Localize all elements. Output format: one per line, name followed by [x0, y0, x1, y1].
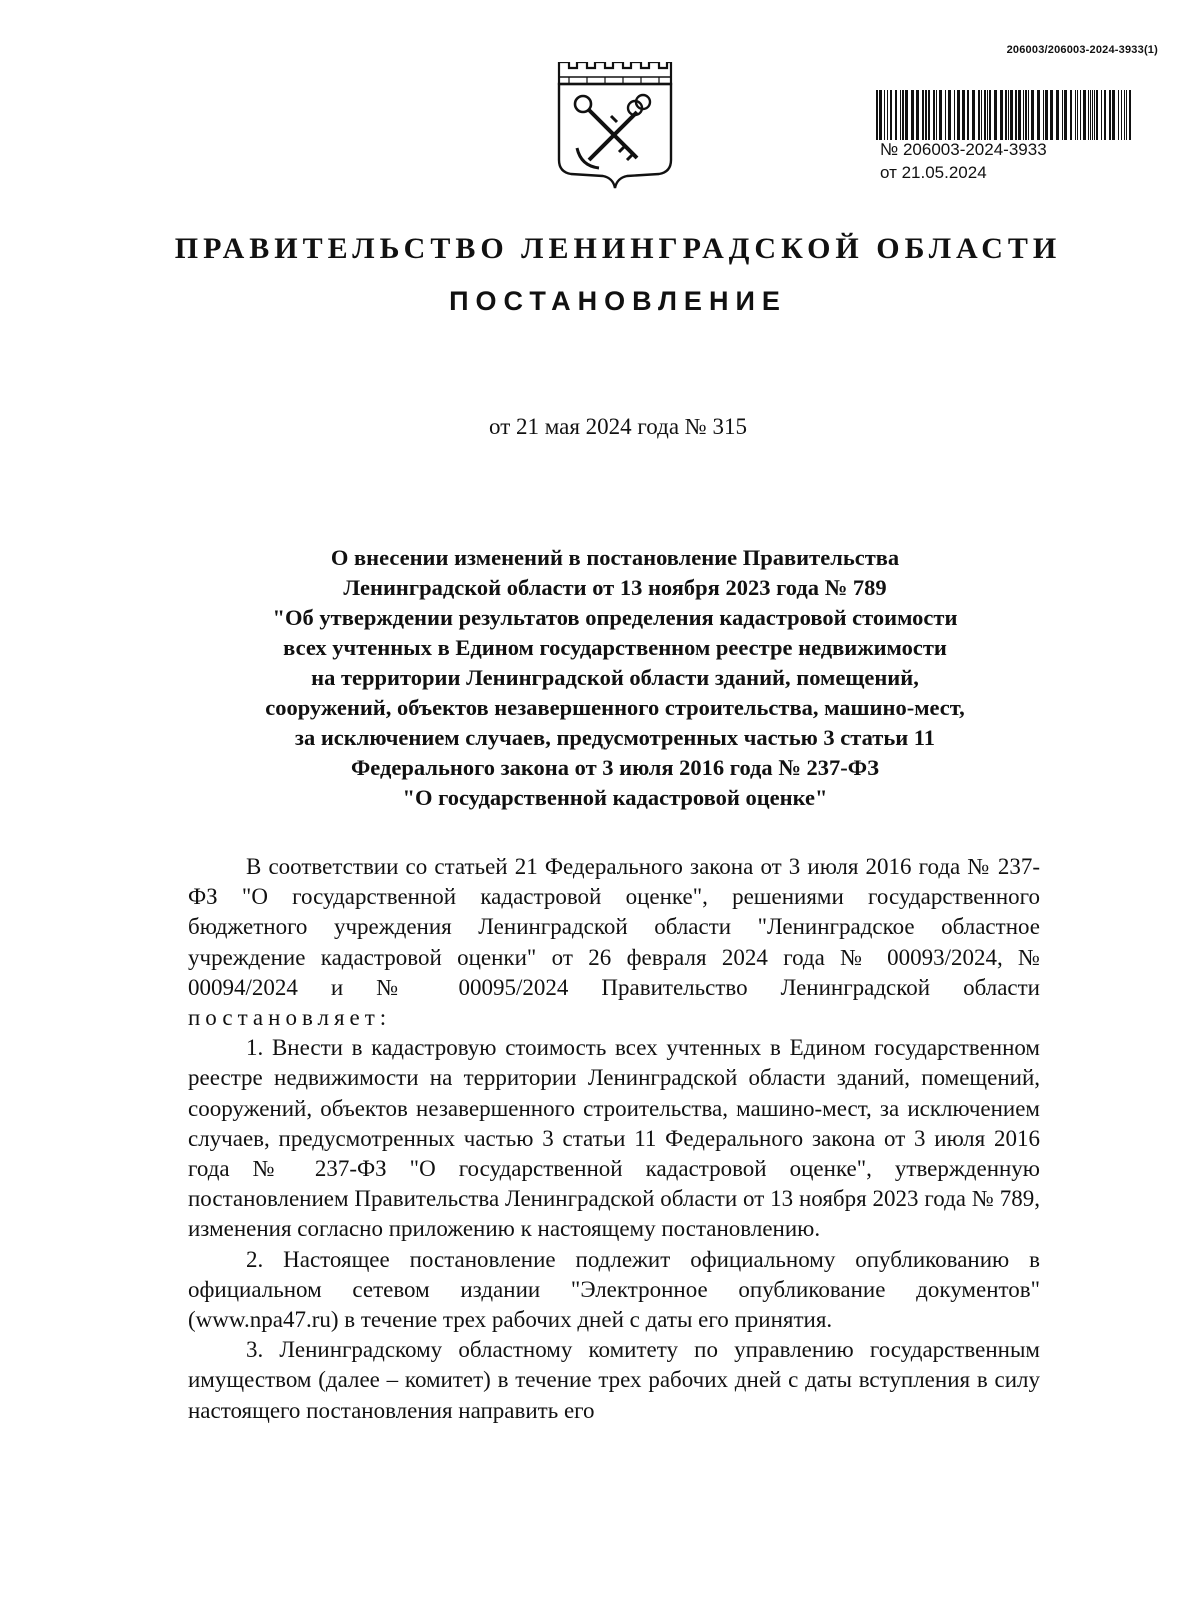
heading-line: "Об утверждении результатов определения кадастровой стоимости: [272, 605, 958, 630]
decree-verb: постановляет:: [188, 1005, 392, 1031]
heading-line: за исключением случаев, предусмотренных частью 3 статьи 11: [294, 725, 936, 750]
item-3-paragraph: 3. Ленинградскому областному комитету по управлению государственным имуществом (далее – комитет) в течение трех рабочих дней с даты вступления в силу настоящего постановления направить его: [188, 1337, 1040, 1423]
registration-number: № 206003-2024-3933: [880, 140, 1047, 159]
document-reference: 206003/206003-2024-3933(1): [1006, 44, 1158, 56]
document-type: ПОСТАНОВЛЕНИЕ: [449, 286, 787, 316]
preamble-paragraph: [188, 852, 1040, 1033]
preamble-text: В соответствии со статьей 21 Федерального закона от 3 июля 2016 года № 237-ФЗ "О государственной кадастровой оценке", решениями государственного бюджетного учреждения Ленинградской области "Ленинградское областное учреждение кадастровой оценки" от 26 февраля 2024 года № 00093/2024, № 00094/2024 и № 00095/2024 Правительство Ленинградской области: [188, 854, 1040, 1000]
item-1-paragraph: 1. Внести в кадастровую стоимость всех учтенных в Едином государственном реестре недвижимости на территории Ленинградской области зданий, помещений, сооружений, объектов незавершенного строительства, машино-мест, за исключением случаев, предусмотренных частью 3 статьи 11 Федерального закона от 3 июля 2016 года № 237-ФЗ "О государственной кадастровой оценке", утвержденную постановлением Правительства Ленинградской области от 13 ноября 2023 года № 789, изменения согласно приложению к настоящему постановлению.: [188, 1035, 1040, 1242]
heading-line: на территории Ленинградской области зданий, помещений,: [311, 665, 919, 690]
barcode-icon: [876, 90, 1132, 140]
heading-line: Ленинградской области от 13 ноября 2023 года № 789: [343, 575, 887, 600]
item-2-paragraph: 2. Настоящее постановление подлежит официальному опубликованию в официальном сетевом издании "Электронное опубликование документов" (www.npa47.ru) в течение трех рабочих дней с даты его принятия.: [188, 1246, 1040, 1333]
coat-of-arms-icon: [555, 62, 675, 190]
resolution-body: [188, 852, 1040, 1426]
heading-line: сооружений, объектов незавершенного строительства, машино-мест,: [265, 695, 965, 720]
heading-line: Федерального закона от 3 июля 2016 года № 237-ФЗ: [350, 755, 879, 780]
resolution-date-number: от 21 мая 2024 года № 315: [489, 414, 747, 439]
registration-date: от 21.05.2024: [880, 163, 987, 182]
government-title: ПРАВИТЕЛЬСТВО ЛЕНИНГРАДСКОЙ ОБЛАСТИ: [174, 232, 1062, 265]
registration-info: [880, 138, 1047, 184]
heading-line: О внесении изменений в постановление Правительства: [330, 545, 900, 570]
heading-line: всех учтенных в Едином государственном реестре недвижимости: [283, 635, 947, 660]
resolution-heading: [185, 543, 1045, 813]
heading-line: "О государственной кадастровой оценке": [402, 785, 828, 810]
